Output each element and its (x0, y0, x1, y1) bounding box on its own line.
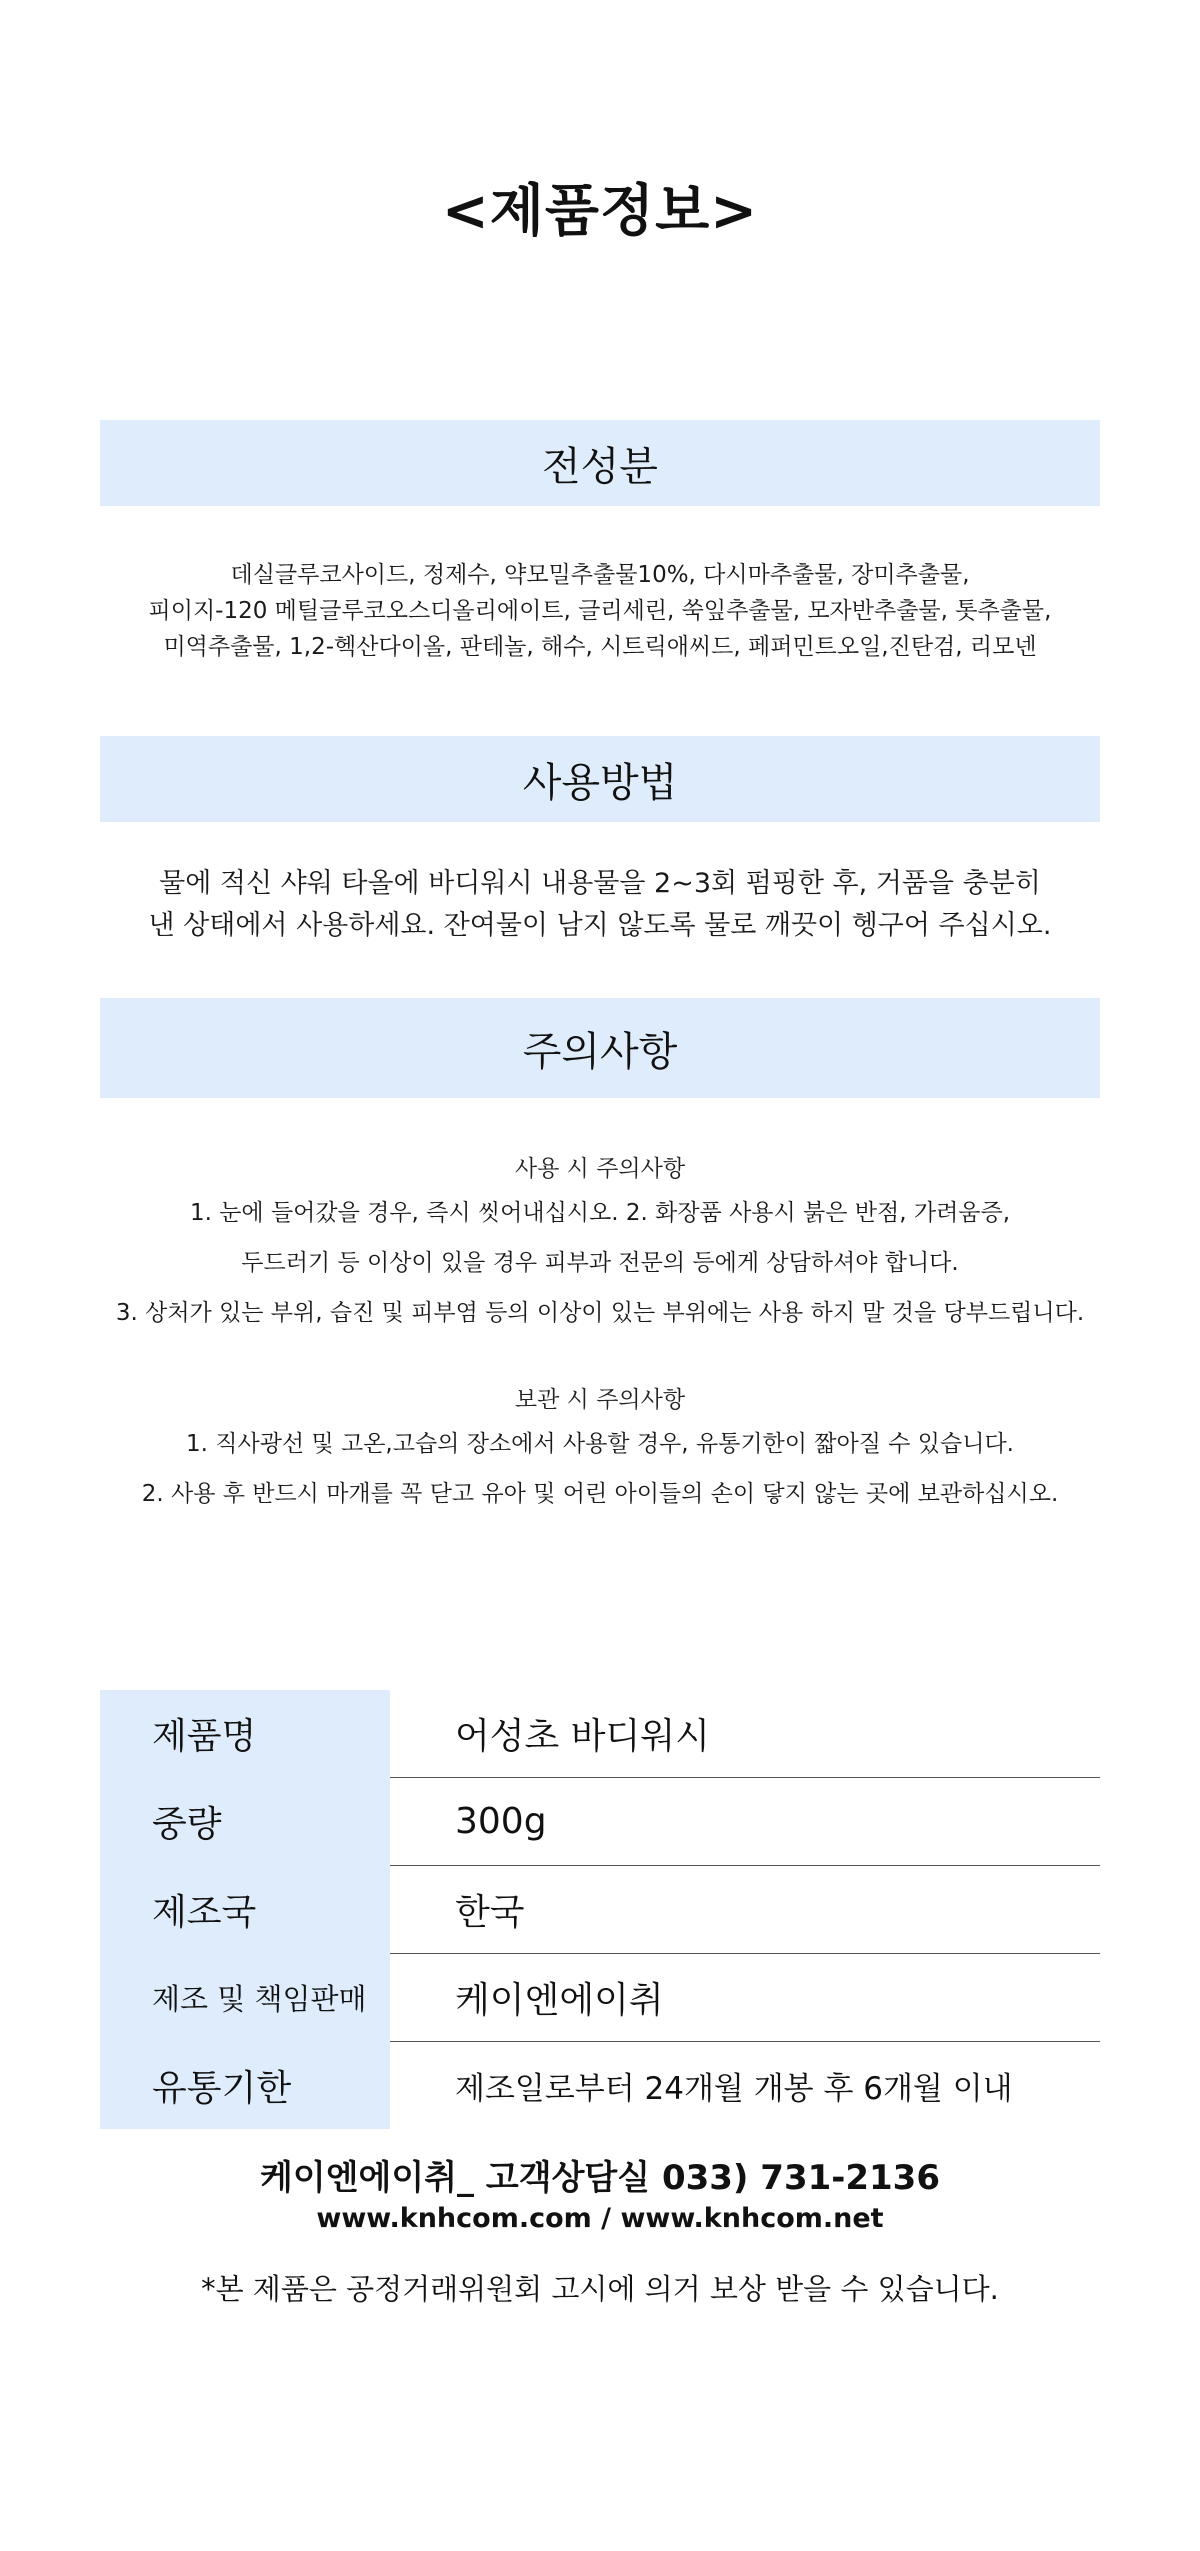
spec-label: 제조국 (100, 1866, 390, 1954)
spec-label: 유통기한 (100, 2042, 390, 2130)
use-caution-title: 사용 시 주의사항 (514, 1156, 686, 1182)
use-caution-line: 3. 상처가 있는 부위, 습진 및 피부염 등의 이상이 있는 부위에는 사용 하지 말 것을 당부드립니다. (115, 1300, 1085, 1326)
spec-value: 제조일로부터 24개월 개봉 후 6개월 이내 (390, 2042, 1100, 2130)
cautions-storage-block (100, 1381, 1100, 1519)
storage-caution-title: 보관 시 주의사항 (514, 1387, 686, 1413)
usage-line: 물에 적신 샤워 타올에 바디워시 내용물을 2~3회 펌핑한 후, 거품을 충분히 (159, 868, 1041, 899)
ingredients-heading: 전성분 (542, 443, 658, 490)
product-spec-table (100, 1690, 1100, 2129)
table-row (100, 2042, 1100, 2130)
cautions-heading-band (100, 998, 1100, 1098)
table-row (100, 1690, 1100, 1778)
cautions-heading: 주의사항 (522, 1028, 678, 1075)
compensation-notice: *본 제품은 공정거래위원회 고시에 의거 보상 받을 수 있습니다. (201, 2272, 999, 2306)
spec-value: 한국 (390, 1866, 1100, 1954)
cautions-use-block (100, 1150, 1100, 1338)
storage-caution-line: 2. 사용 후 반드시 마개를 꼭 닫고 유아 및 어린 아이들의 손이 닿지 않는 곳에 보관하십시오. (141, 1481, 1059, 1507)
ingredients-line: 데실글루코사이드, 정제수, 약모밀추출물10%, 다시마추출물, 장미추출물, (230, 562, 970, 588)
table-row (100, 1778, 1100, 1866)
spec-label: 제조 및 책임판매 (100, 1954, 390, 2042)
use-caution-line: 두드러기 등 이상이 있을 경우 피부과 전문의 등에게 상담하셔야 합니다. (241, 1250, 959, 1276)
customer-service-contact: 케이엔에이취_ 고객상담실 033) 731-2136 (259, 2158, 941, 2198)
website-links: www.knhcom.com / www.knhcom.net (316, 2203, 884, 2234)
spec-label: 제품명 (100, 1690, 390, 1778)
storage-caution-line: 1. 직사광선 및 고온,고습의 장소에서 사용할 경우, 유통기한이 짧아질 수 있습니다. (186, 1431, 1014, 1457)
ingredients-heading-band (100, 420, 1100, 506)
spec-value: 케이엔에이취 (390, 1954, 1100, 2042)
use-caution-line: 1. 눈에 들어갔을 경우, 즉시 씻어내십시오. 2. 화장품 사용시 붉은 반점, 가려움증, (189, 1200, 1011, 1226)
table-row (100, 1954, 1100, 2042)
page-title: <제품정보> (441, 179, 759, 244)
usage-heading-band (100, 736, 1100, 822)
usage-heading: 사용방법 (522, 759, 678, 806)
spec-value: 어성초 바디워시 (455, 1716, 710, 1757)
usage-text (100, 863, 1100, 947)
usage-line: 낸 상태에서 사용하세요. 잔여물이 남지 않도록 물로 깨끗이 헹구어 주십시오. (148, 910, 1052, 941)
ingredients-line: 피이지-120 메틸글루코오스디올리에이트, 글리세린, 쑥잎추출물, 모자반추출물, 톳추출물, (148, 598, 1052, 624)
table-row (100, 1866, 1100, 1954)
spec-label: 중량 (100, 1778, 390, 1866)
ingredients-line: 미역추출물, 1,2-헥산다이올, 판테놀, 해수, 시트릭애씨드, 페퍼민트오일,진탄검, 리모넨 (163, 634, 1037, 660)
spec-value: 300g (390, 1778, 1100, 1866)
ingredients-text (100, 557, 1100, 665)
